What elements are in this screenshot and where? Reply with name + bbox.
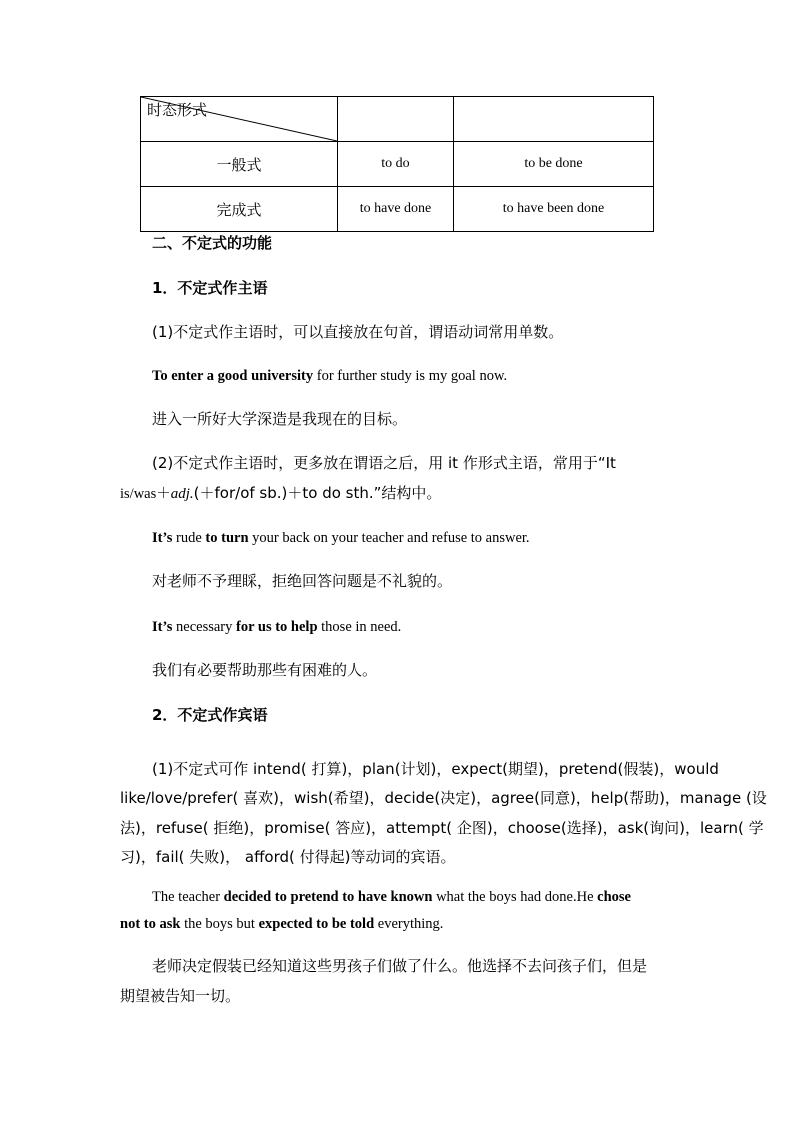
infinitive-forms-table: [140, 96, 654, 232]
paragraph-continuation: [120, 480, 680, 507]
section-heading: 二、不定式的功能: [152, 234, 273, 252]
diagonal-header-cell: [141, 97, 338, 142]
example-text: rude: [172, 530, 206, 546]
example-translation: 进入一所好大学深造是我现在的目标。: [152, 410, 408, 428]
example-translation: 对老师不予理睬，拒绝回答问题是不礼貌的。: [152, 572, 453, 590]
example-text: those in need.: [317, 619, 402, 635]
paragraph: (1)不定式可作 intend( 打算)，plan(计划)，expect(期望)，pretend(假装)，would: [152, 760, 719, 778]
example-text: The teacher: [152, 889, 224, 905]
example-translation: 老师决定假装已经知道这些男孩子们做了什么。他选择不去问孩子们，但是: [152, 957, 648, 975]
text-segment: (＋for/of sb.)＋to do sth.”结构中。: [193, 484, 442, 502]
example-highlight: for us to help: [236, 619, 318, 635]
example-sentence: [152, 363, 712, 389]
example-highlight: It’s: [152, 619, 173, 635]
subsection-heading: 2．不定式作宾语: [152, 706, 268, 724]
example-sentence-continuation: [120, 911, 680, 937]
paragraph-continuation: 习)，fail( 失败)， afford( 付得起)等动词的宾语。: [120, 848, 456, 866]
passive-form-cell: to have been done: [454, 187, 654, 232]
example-text: the boys but: [180, 916, 259, 932]
passive-form-cell: to be done: [454, 142, 654, 187]
subsection-heading: 1．不定式作主语: [152, 279, 268, 297]
table-row: [141, 187, 654, 232]
example-highlight: It’s: [152, 530, 173, 546]
example-sentence: [152, 884, 712, 910]
example-translation: 我们有必要帮助那些有困难的人。: [152, 661, 378, 679]
example-sentence: [152, 525, 712, 551]
example-text: everything.: [374, 916, 444, 932]
diagonal-label: 时态形式: [147, 101, 208, 119]
row-label: 完成式: [141, 187, 338, 232]
paragraph-continuation: like/love/prefer( 喜欢)，wish(希望)，decide(决定)，agree(同意)，help(帮助)，manage (设: [120, 789, 767, 807]
example-text: what the boys had done.He: [432, 889, 598, 905]
example-text: your back on your teacher and refuse to answer.: [248, 530, 530, 546]
example-text: necessary: [172, 619, 237, 635]
header-cell-passive: [454, 97, 654, 142]
paragraph: (2)不定式作主语时，更多放在谓语之后，用 it 作形式主语，常用于“It: [152, 454, 616, 472]
paragraph: (1)不定式作主语时，可以直接放在句首，谓语动词常用单数。: [152, 323, 564, 341]
example-highlight: to turn: [205, 530, 249, 546]
adj-italic: adj.: [170, 486, 194, 502]
example-highlight: decided to pretend to have known: [223, 889, 433, 905]
text-segment: is/was＋: [120, 486, 171, 502]
example-text: for further study is my goal now.: [313, 368, 508, 384]
example-highlight: expected to be told: [258, 916, 375, 932]
header-cell-active: [338, 97, 454, 142]
example-highlight: chose: [597, 889, 631, 905]
row-label: 一般式: [141, 142, 338, 187]
table-row: [141, 142, 654, 187]
paragraph-continuation: 法)，refuse( 拒绝)，promise( 答应)，attempt( 企图)，choose(选择)，ask(询问)，learn( 学: [120, 819, 764, 837]
active-form-cell: to do: [338, 142, 454, 187]
table-header-row: [141, 97, 654, 142]
example-translation-continuation: 期望被告知一切。: [120, 987, 241, 1005]
example-highlight: To enter a good university: [152, 368, 314, 384]
active-form-cell: to have done: [338, 187, 454, 232]
example-highlight: not to ask: [120, 916, 181, 932]
example-sentence: [152, 614, 712, 640]
